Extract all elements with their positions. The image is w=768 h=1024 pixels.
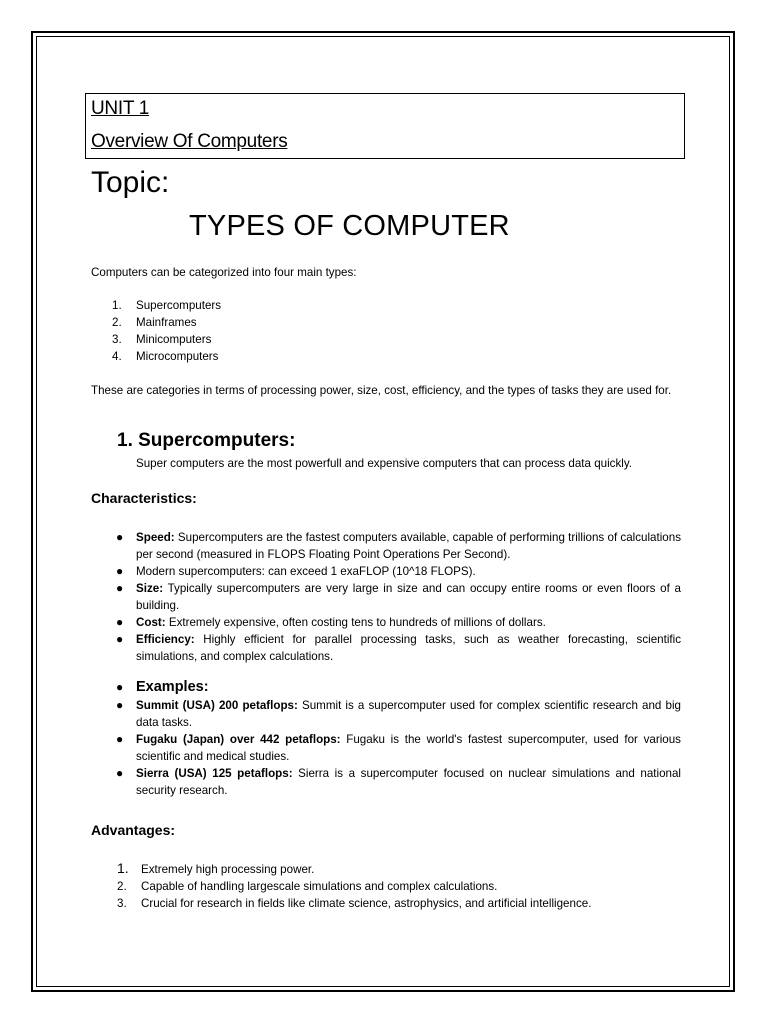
item-text: Modern supercomputers: can exceed 1 exaFLOP (10^18 FLOPS). [136,565,476,578]
unit-label: UNIT 1 [91,98,150,119]
list-item [116,614,681,631]
item-label: Speed: [136,531,175,544]
list-item: Minicomputers [136,333,212,346]
list-number: 4. [112,350,122,363]
list-item [116,731,681,765]
item-label: Sierra (USA) 125 petaflops: [136,767,293,780]
bullet-icon: ● [116,632,124,646]
list-item: Capable of handling largescale simulations and complex calculations. [141,880,498,893]
bullet-icon: ● [116,680,124,694]
item-label: Cost: [136,616,166,629]
bullet-icon: ● [116,732,124,746]
characteristics-list [116,529,681,665]
topic-label: Topic: [91,166,170,199]
bullet-icon: ● [116,530,124,544]
item-text: Supercomputers are the fastest computers available, capable of performing trillions of calculations per second (measured in FLOPS Floating Point Operations Per Second). [136,531,681,561]
advantages-heading: Advantages: [91,822,176,838]
bullet-icon: ● [116,564,124,578]
item-text: Fugaku is the world's fastest supercomputer, used for various scientific and medical studies. [136,733,681,763]
list-item [116,697,681,731]
examples-heading: Examples: [136,679,209,695]
list-item: Mainframes [136,316,197,329]
bullet-icon: ● [116,581,124,595]
item-text: Typically supercomputers are very large in size and can occupy entire rooms or even floors of a building. [136,582,681,612]
supercomputers-description: Super computers are the most powerfull and expensive computers that can process data quickly. [136,457,632,470]
list-item: Supercomputers [136,299,222,312]
characteristics-heading: Characteristics: [91,490,197,506]
bullet-icon: ● [116,766,124,780]
examples-heading-item [116,678,681,697]
supercomputers-heading: 1. Supercomputers: [117,430,296,451]
bullet-icon: ● [116,698,124,712]
intro-text: Computers can be categorized into four main types: [91,266,357,279]
list-number: 3. [117,897,127,910]
item-text: Extremely expensive, often costing tens to hundreds of millions of dollars. [165,616,546,629]
list-item [116,529,681,563]
list-item: Microcomputers [136,350,219,363]
categories-note: These are categories in terms of processing power, size, cost, efficiency, and the types of tasks they are used for. [91,384,672,397]
item-label: Efficiency: [136,633,195,646]
item-text: Sierra is a supercomputer focused on nuclear simulations and national security research. [136,767,681,797]
list-number: 1. [117,860,129,876]
list-item: Extremely high processing power. [141,863,315,876]
item-text: Highly efficient for parallel processing tasks, such as weather forecasting, scientific simulations, and complex calculations. [136,633,681,663]
list-item: Crucial for research in fields like climate science, astrophysics, and artificial intelligence. [141,897,592,910]
item-label: Size: [136,582,164,595]
item-text: Summit is a supercomputer used for complex scientific research and big data tasks. [136,699,681,729]
unit-overview-title: Overview Of Computers [91,131,288,152]
list-number: 1. [112,299,122,312]
list-item [116,765,681,799]
list-number: 2. [112,316,122,329]
examples-list [116,678,681,799]
list-item [116,580,681,614]
bullet-icon: ● [116,615,124,629]
list-item [116,631,681,665]
list-item [116,563,681,580]
page-title: TYPES OF COMPUTER [189,210,510,242]
item-label: Fugaku (Japan) over 442 petaflops: [136,733,341,746]
item-label: Summit (USA) 200 petaflops: [136,699,298,712]
list-number: 3. [112,333,122,346]
list-number: 2. [117,880,127,893]
